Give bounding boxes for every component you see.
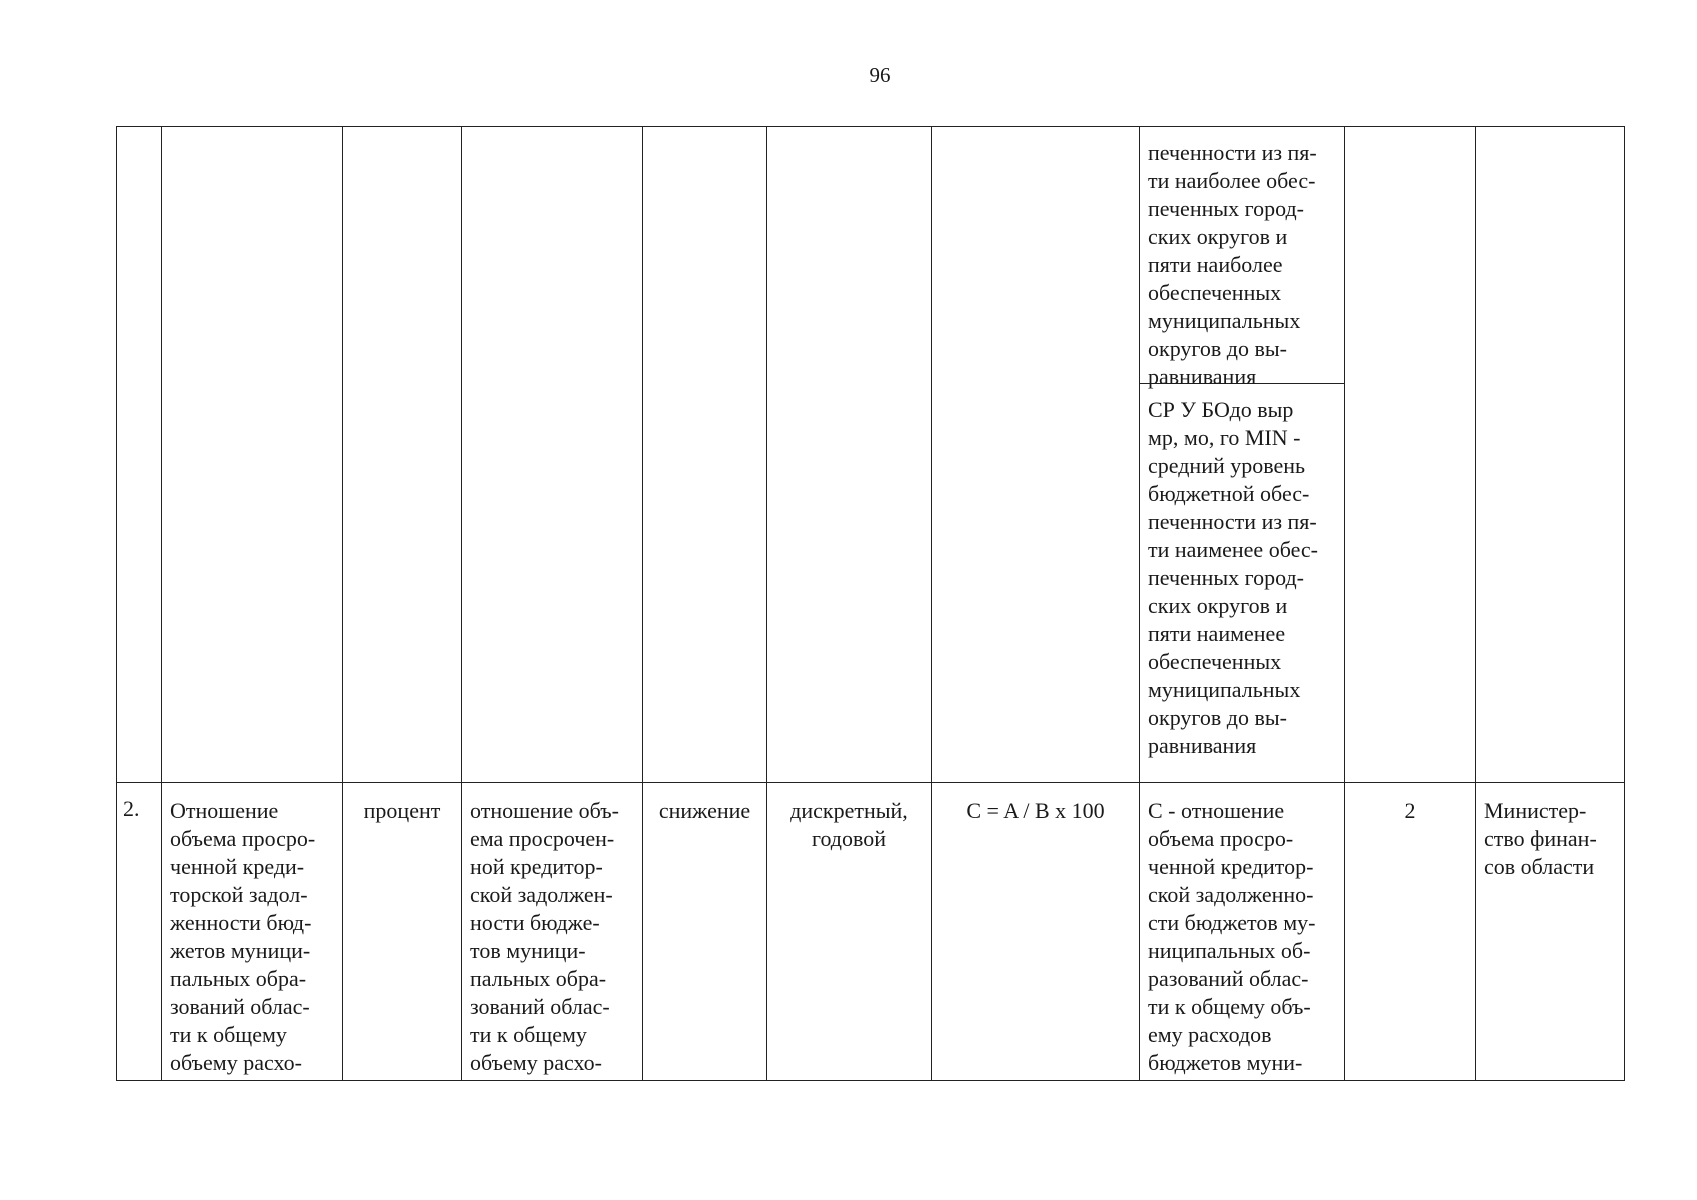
indicator-table [116,126,1625,1081]
row-number: 2. [123,796,140,821]
method-cell [1345,783,1476,1081]
empty-cell-formula [932,127,1140,783]
explanation-top-text: печенности из пя- ти наиболее обес- печенных город- ских округов и пяти наиболее обеспеченных муниципальных округов до вы- равнивания [1148,140,1317,389]
empty-cell-method [1345,127,1476,783]
empty-cell-number [117,127,162,783]
unit-cell [343,783,462,1081]
explanation-bottom-subcell [1140,384,1344,760]
empty-cell-definition [462,127,643,783]
type-text: дискретный, годовой [790,798,908,851]
empty-cell-dynamics [643,127,767,783]
type-cell [767,783,932,1081]
explanation-cell [1140,783,1345,1081]
empty-cell-unit [343,127,462,783]
table-row [117,783,1625,1081]
responsible-text: Министер- ство финан- сов области [1484,798,1597,879]
responsible-cell [1476,783,1625,1081]
dynamics-text: снижение [658,798,751,823]
method-text: 2 [1404,798,1416,823]
empty-cell-indicator [162,127,343,783]
formula-cell [932,783,1140,1081]
explanation-text: C - отношение объема просро- ченной кредитор- ской задолженно- сти бюджетов му- ниципальных об- разований облас- ти к общему объ- ему расходов бюджетов муни- [1148,798,1316,1075]
definition-text: отношение объ- ема просрочен- ной кредитор- ской задолжен- ности бюдже- тов муници- пальных обра- зований облас- ти к общему объему расхо- [470,798,619,1075]
empty-cell-responsible [1476,127,1625,783]
formula-text: C = A / B x 100 [966,798,1105,823]
indicator-cell [162,783,343,1081]
continuation-row [117,127,1625,783]
page-number: 96 [869,63,891,87]
dynamics-cell [643,783,767,1081]
definition-cell [462,783,643,1081]
indicator-text: Отношение объема просро- ченной креди- торской задол- женности бюд- жетов муници- пальных обра- зований облас- ти к общему объему расхо- [170,798,316,1075]
row-number-cell [117,783,162,1081]
explanation-bottom-text: СР У БОдо выр мр, мо, го MIN - средний уровень бюджетной обес- печенности из пя- ти наименее обес- печенных город- ских округов и пяти наименее обеспеченных муниципальных округов до вы- равнивания [1148,397,1318,758]
empty-cell-type [767,127,932,783]
unit-text: процент [363,798,441,823]
explanation-top-subcell [1140,127,1344,389]
explanation-cell-split [1140,127,1345,783]
